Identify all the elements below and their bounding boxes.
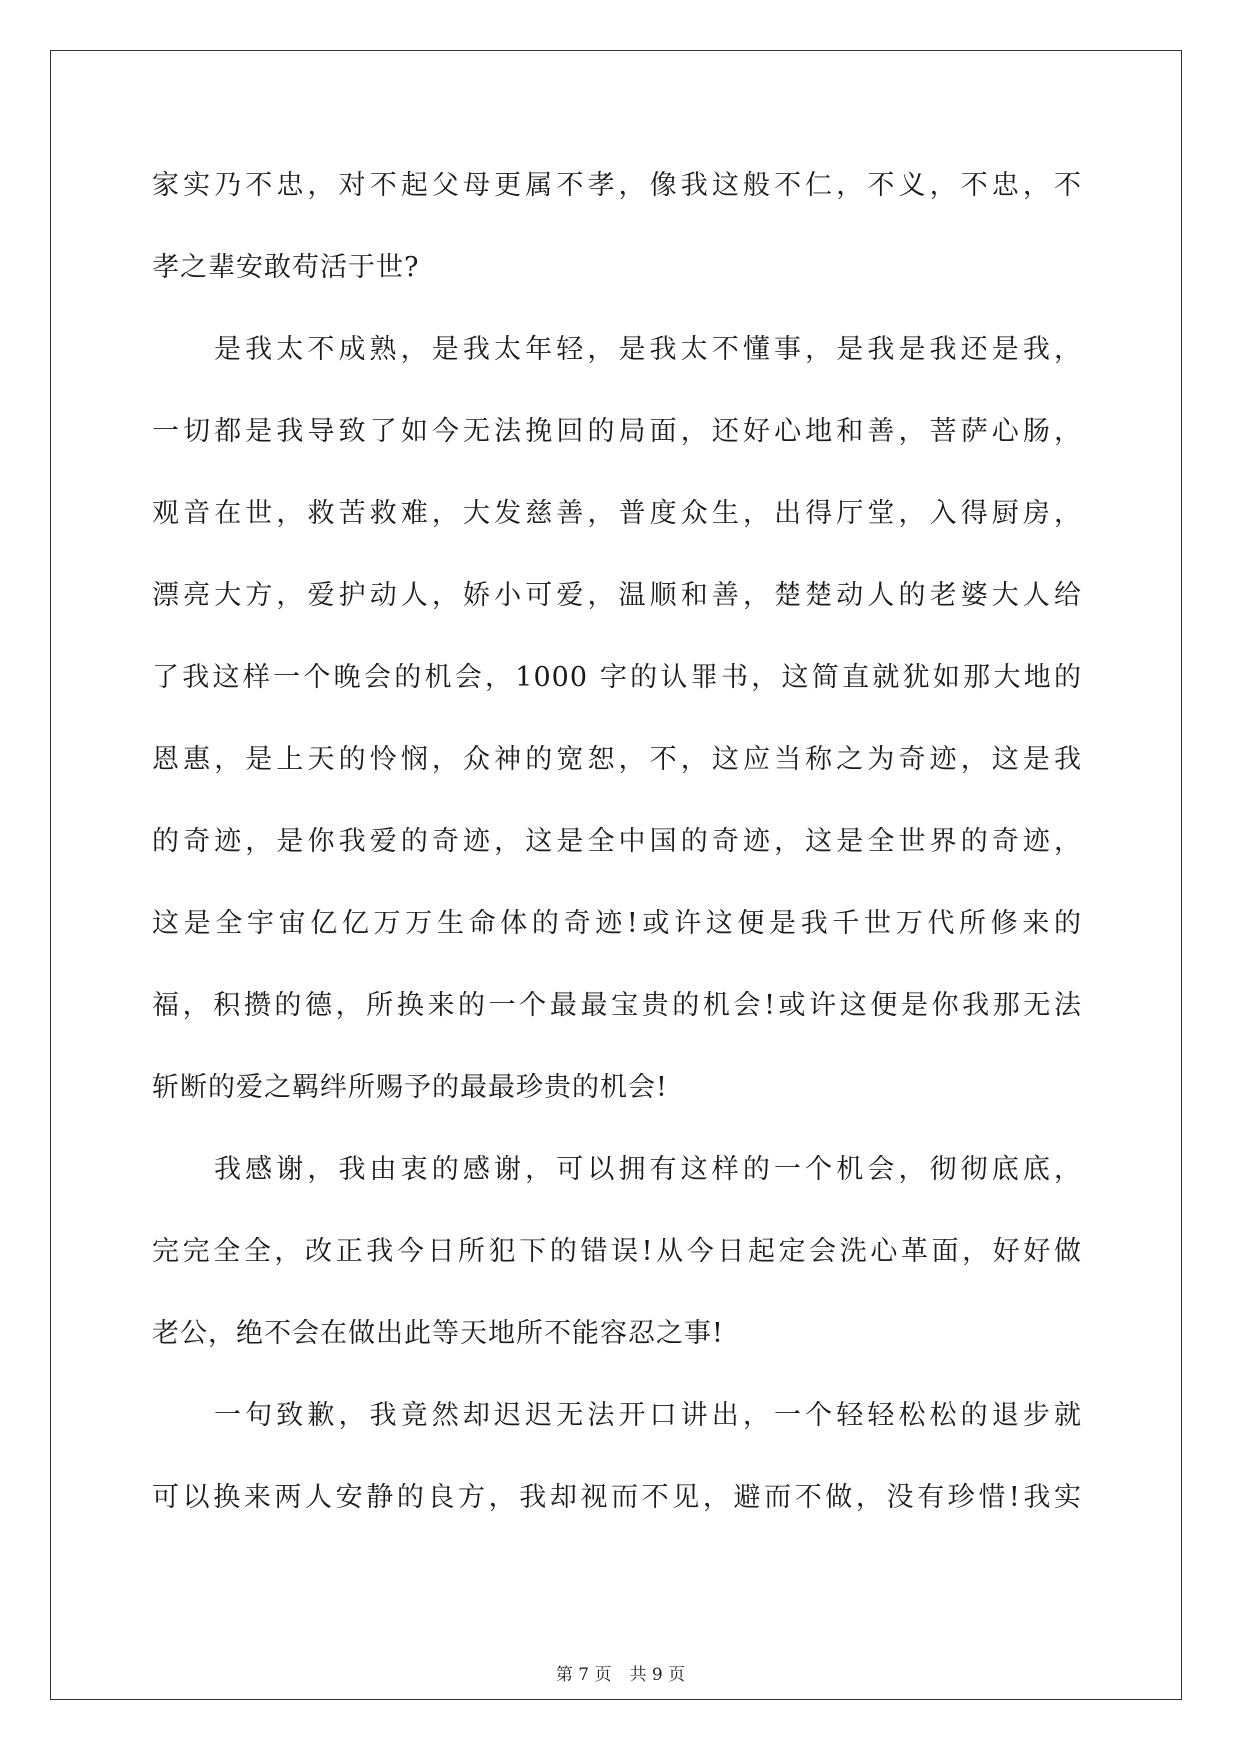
text-line: 了我这样一个晚会的机会，1000 字的认罪书，这简直就犹如那大地的 <box>152 662 1082 693</box>
text-line: 完完全全，改正我今日所犯下的错误!从今日起定会洗心革面，好好做 <box>152 1236 1082 1267</box>
text-line: 孝之辈安敢苟活于世? <box>152 252 420 283</box>
text-line: 漂亮大方，爱护动人，娇小可爱，温顺和善，楚楚动人的老婆大人给 <box>152 580 1082 611</box>
paragraph-start-line: 是我太不成熟，是我太年轻，是我太不懂事，是我是我还是我， <box>214 334 1082 365</box>
page-number: 第 7 页 <box>555 1665 612 1685</box>
paragraph-start-line: 一句致歉，我竟然却迟迟无法开口讲出，一个轻轻松松的退步就 <box>214 1400 1082 1431</box>
text-line: 斩断的爱之羁绊所赐予的最最珍贵的机会! <box>152 1072 668 1103</box>
text-line: 的奇迹，是你我爱的奇迹，这是全中国的奇迹，这是全世界的奇迹， <box>152 826 1082 857</box>
page-footer <box>0 1665 1241 1685</box>
text-line: 福，积攒的德，所换来的一个最最宝贵的机会!或许这便是你我那无法 <box>152 990 1082 1021</box>
document-body <box>152 153 1082 1539</box>
text-line: 恩惠，是上天的怜悯，众神的宽恕，不，这应当称之为奇迹，这是我 <box>152 744 1082 775</box>
text-line: 家实乃不忠，对不起父母更属不孝，像我这般不仁，不义，不忠，不 <box>152 170 1082 201</box>
text-line: 这是全宇宙亿亿万万生命体的奇迹!或许这便是我千世万代所修来的 <box>152 908 1082 939</box>
text-line: 可以换来两人安静的良方，我却视而不见，避而不做，没有珍惜!我实 <box>152 1482 1082 1513</box>
paragraph-start-line: 我感谢，我由衷的感谢，可以拥有这样的一个机会，彻彻底底， <box>214 1154 1082 1185</box>
page-total: 共 9 页 <box>629 1665 686 1685</box>
text-line: 老公，绝不会在做出此等天地所不能容忍之事! <box>152 1318 724 1349</box>
text-line: 一切都是我导致了如今无法挽回的局面，还好心地和善，菩萨心肠， <box>152 416 1082 447</box>
text-line: 观音在世，救苦救难，大发慈善，普度众生，出得厅堂，入得厨房， <box>152 498 1082 529</box>
